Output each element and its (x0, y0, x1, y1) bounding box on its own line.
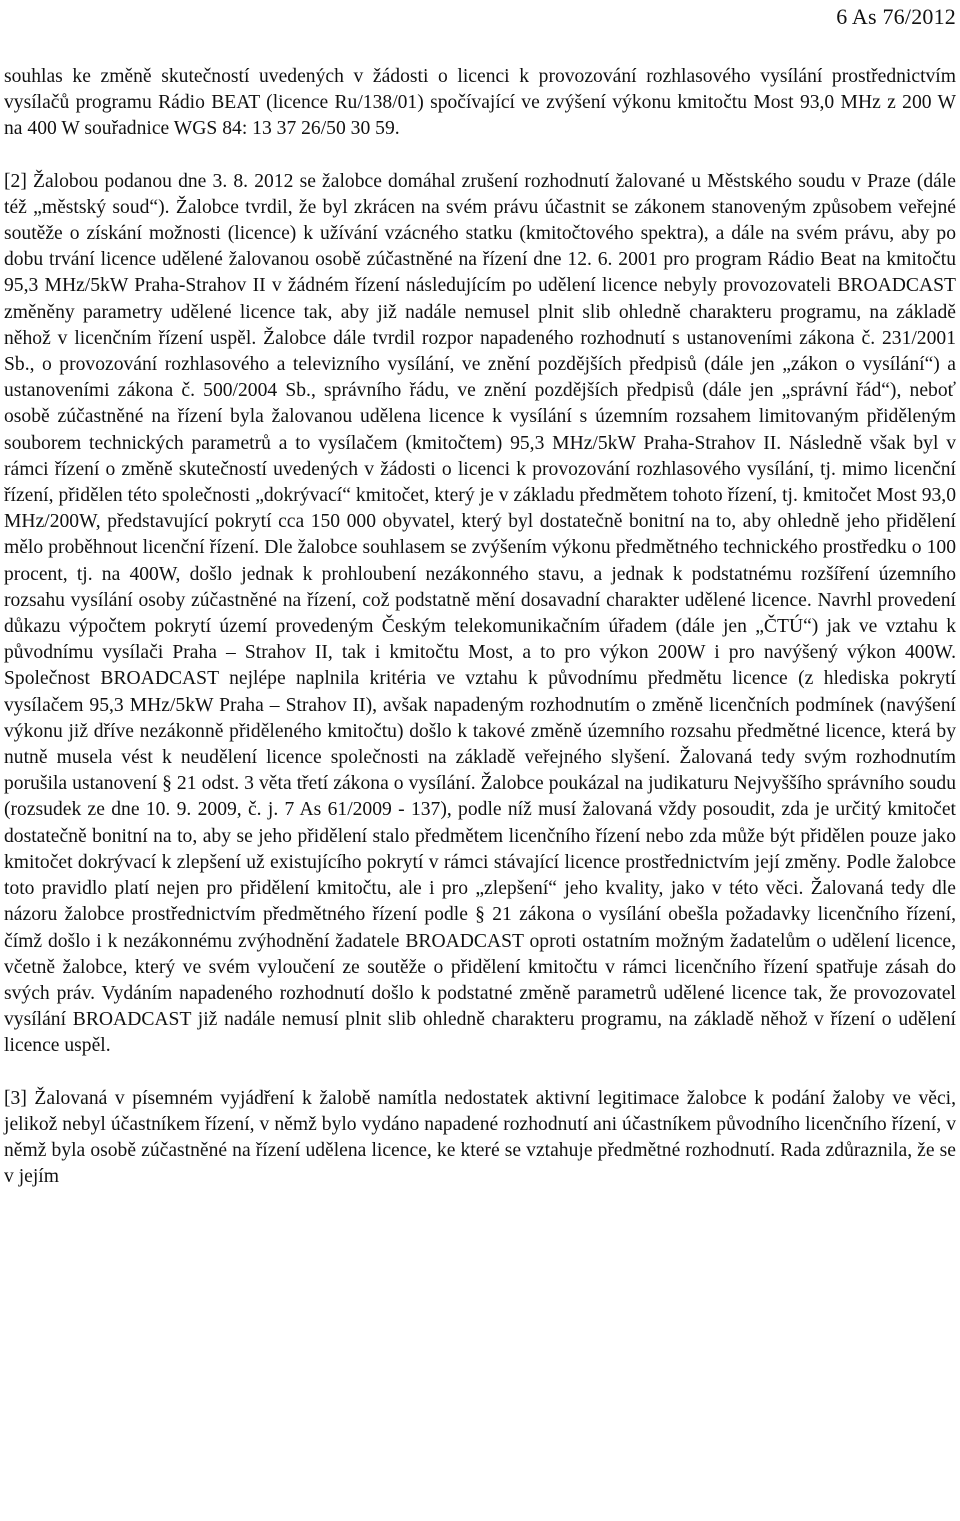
paragraph-intro: souhlas ke změně skutečností uvedených v žádosti o licenci k provozování rozhlasového vysílání prostřednictvím vysílačů programu Rádio BEAT (licence Ru/138/01) spočívající ve zvýšení výkonu kmitočtu Most 93,0 MHz z 200 W na 400 W souřadnice WGS 84: 13 37 26/50 30 59. (4, 66, 956, 140)
paragraph-2: [2] Žalobou podanou dne 3. 8. 2012 se žalobce domáhal zrušení rozhodnutí žalované u Městského soudu v Praze (dále též „městský soud“). Žalobce tvrdil, že byl zkrácen na svém právu účastnit se zákonem stanoveným způsobem veřejné soutěže o získání možnosti (licence) k užívání vzácného statku (kmitočtového spektra), a dále na svém právu, aby po dobu trvání licence udělené žalovanou osobě zúčastněné na řízení dne 12. 6. 2001 pro program Rádio Beat na kmitočtu 95,3 MHz/5kW Praha-Strahov II v žádném řízení následujícím po udělení licence nebyly provozovateli BROADCAST změněny parametry udělené licence tak, aby již nadále nemusel plnit slib ohledně charakteru programu, na základě něhož v licenčním řízení uspěl. Žalobce dále tvrdil rozpor napadeného rozhodnutí s ustanoveními zákona č. 231/2001 Sb., o provozování rozhlasového a televizního vysílání, ve znění pozdějších předpisů (dále jen „zákon o vysílání“) a ustanoveními zákona č. 500/2004 Sb., správního řádu, ve znění pozdějších předpisů (dále jen „správní řád“), neboť osobě zúčastněné na řízení byla žalovanou udělena licence k vysílání s územním rozsahem limitovaným přiděleným souborem technických parametrů a to vysílačem (kmitočtem) 95,3 MHz/5kW Praha-Strahov II. Následně však byl v rámci řízení o změně skutečností uvedených v žádosti o licenci k provozování rozhlasového vysílání, tj. mimo licenční řízení, přidělen této společnosti „dokrývací“ kmitočet, který je v základu předmětem tohoto řízení, tj. kmitočet Most 93,0 MHz/200W, představující pokrytí cca 150 000 obyvatel, který byl dostatečně bonitní na to, aby ohledně jeho přidělení mělo proběhnout licenční řízení. Dle žalobce souhlasem se zvýšením výkonu předmětného technického prostředku o 100 procent, tj. na 400W, došlo jednak k prohloubení nezákonného stavu, a jednak k podstatnému rozšíření územního rozsahu vysílání osoby zúčastněné na řízení, což podstatně mění dosavadní charakter udělené licence. Navrhl provedení důkazu výpočtem pokrytí území provedeným Českým telekomunikačním úřadem (dále jen „ČTÚ“) jak ve vztahu k původnímu vysílači Praha – Strahov II, tak i kmitočtu Most, a to pro výkon 200W i pro navýšený výkon 400W. Společnost BROADCAST nejlépe naplnila kritéria ve vztahu k původnímu předmětu licence (z hlediska pokrytí vysílačem 95,3 MHz/5kW Praha – Strahov II), avšak napadeným rozhodnutím o změně licenčních podmínek (navýšení výkonu již dříve nezákonně přiděleného kmitočtu) došlo k takové změně územního rozsahu předmětné licence, která by nutně musela vést k neudělení licence společnosti na základě veřejného slyšení. Žalovaná tedy svým rozhodnutím porušila ustanovení § 21 odst. 3 věta třetí zákona o vysílání. Žalobce poukázal na judikaturu Nejvyššího správního soudu (rozsudek ze dne 10. 9. 2009, č. j. 7 As 61/2009 - 137), podle níž musí žalovaná vždy posoudit, zda je určitý kmitočet dostatečně bonitní na to, aby se jeho přidělení stalo předmětem licenčního řízení nebo zda může být přidělen pouze jako kmitočet dokrývací k zlepšení už existujícího pokrytí v rámci stávající licence prostřednictvím její změny. Podle žalobce toto pravidlo platí nejen pro přidělení kmitočtu, ale i pro „zlepšení“ jeho kvality, jako v této věci. Žalovaná tedy dle názoru žalobce prostřednictvím předmětného řízení podle § 21 zákona o vysílání obešla požadavky licenčního řízení, čímž došlo i k nezákonnému zvýhodnění žadatele BROADCAST oproti ostatním možným žadatelům o udělení licence, včetně žalobce, který ve svém vyloučení ze soutěže o přidělení kmitočtu v rámci licenčního řízení spatřuje zásah do svých práv. Vydáním napadeného rozhodnutí došlo k podstatné změně parametrů udělené licence tak, že provozovatel vysílání BROADCAST již nadále nemusí plnit slib ohledně charakteru programu, na základě něhož v řízení o udělení licence uspěl. (4, 170, 956, 1057)
case-number-header: 6 As 76/2012 (836, 4, 956, 29)
document-body (4, 64, 956, 1190)
paragraph-3: [3] Žalovaná v písemném vyjádření k žalobě namítla nedostatek aktivní legitimace žalobce k podání žaloby ve věci, jelikož nebyl účastníkem řízení, v němž bylo vydáno napadené rozhodnutí ani účastníkem původního licenčního řízení, v němž byla osobě zúčastněné na řízení udělena licence, ke které se vztahuje předmětné rozhodnutí. Rada zdůraznila, že se v jejím (4, 1087, 956, 1188)
